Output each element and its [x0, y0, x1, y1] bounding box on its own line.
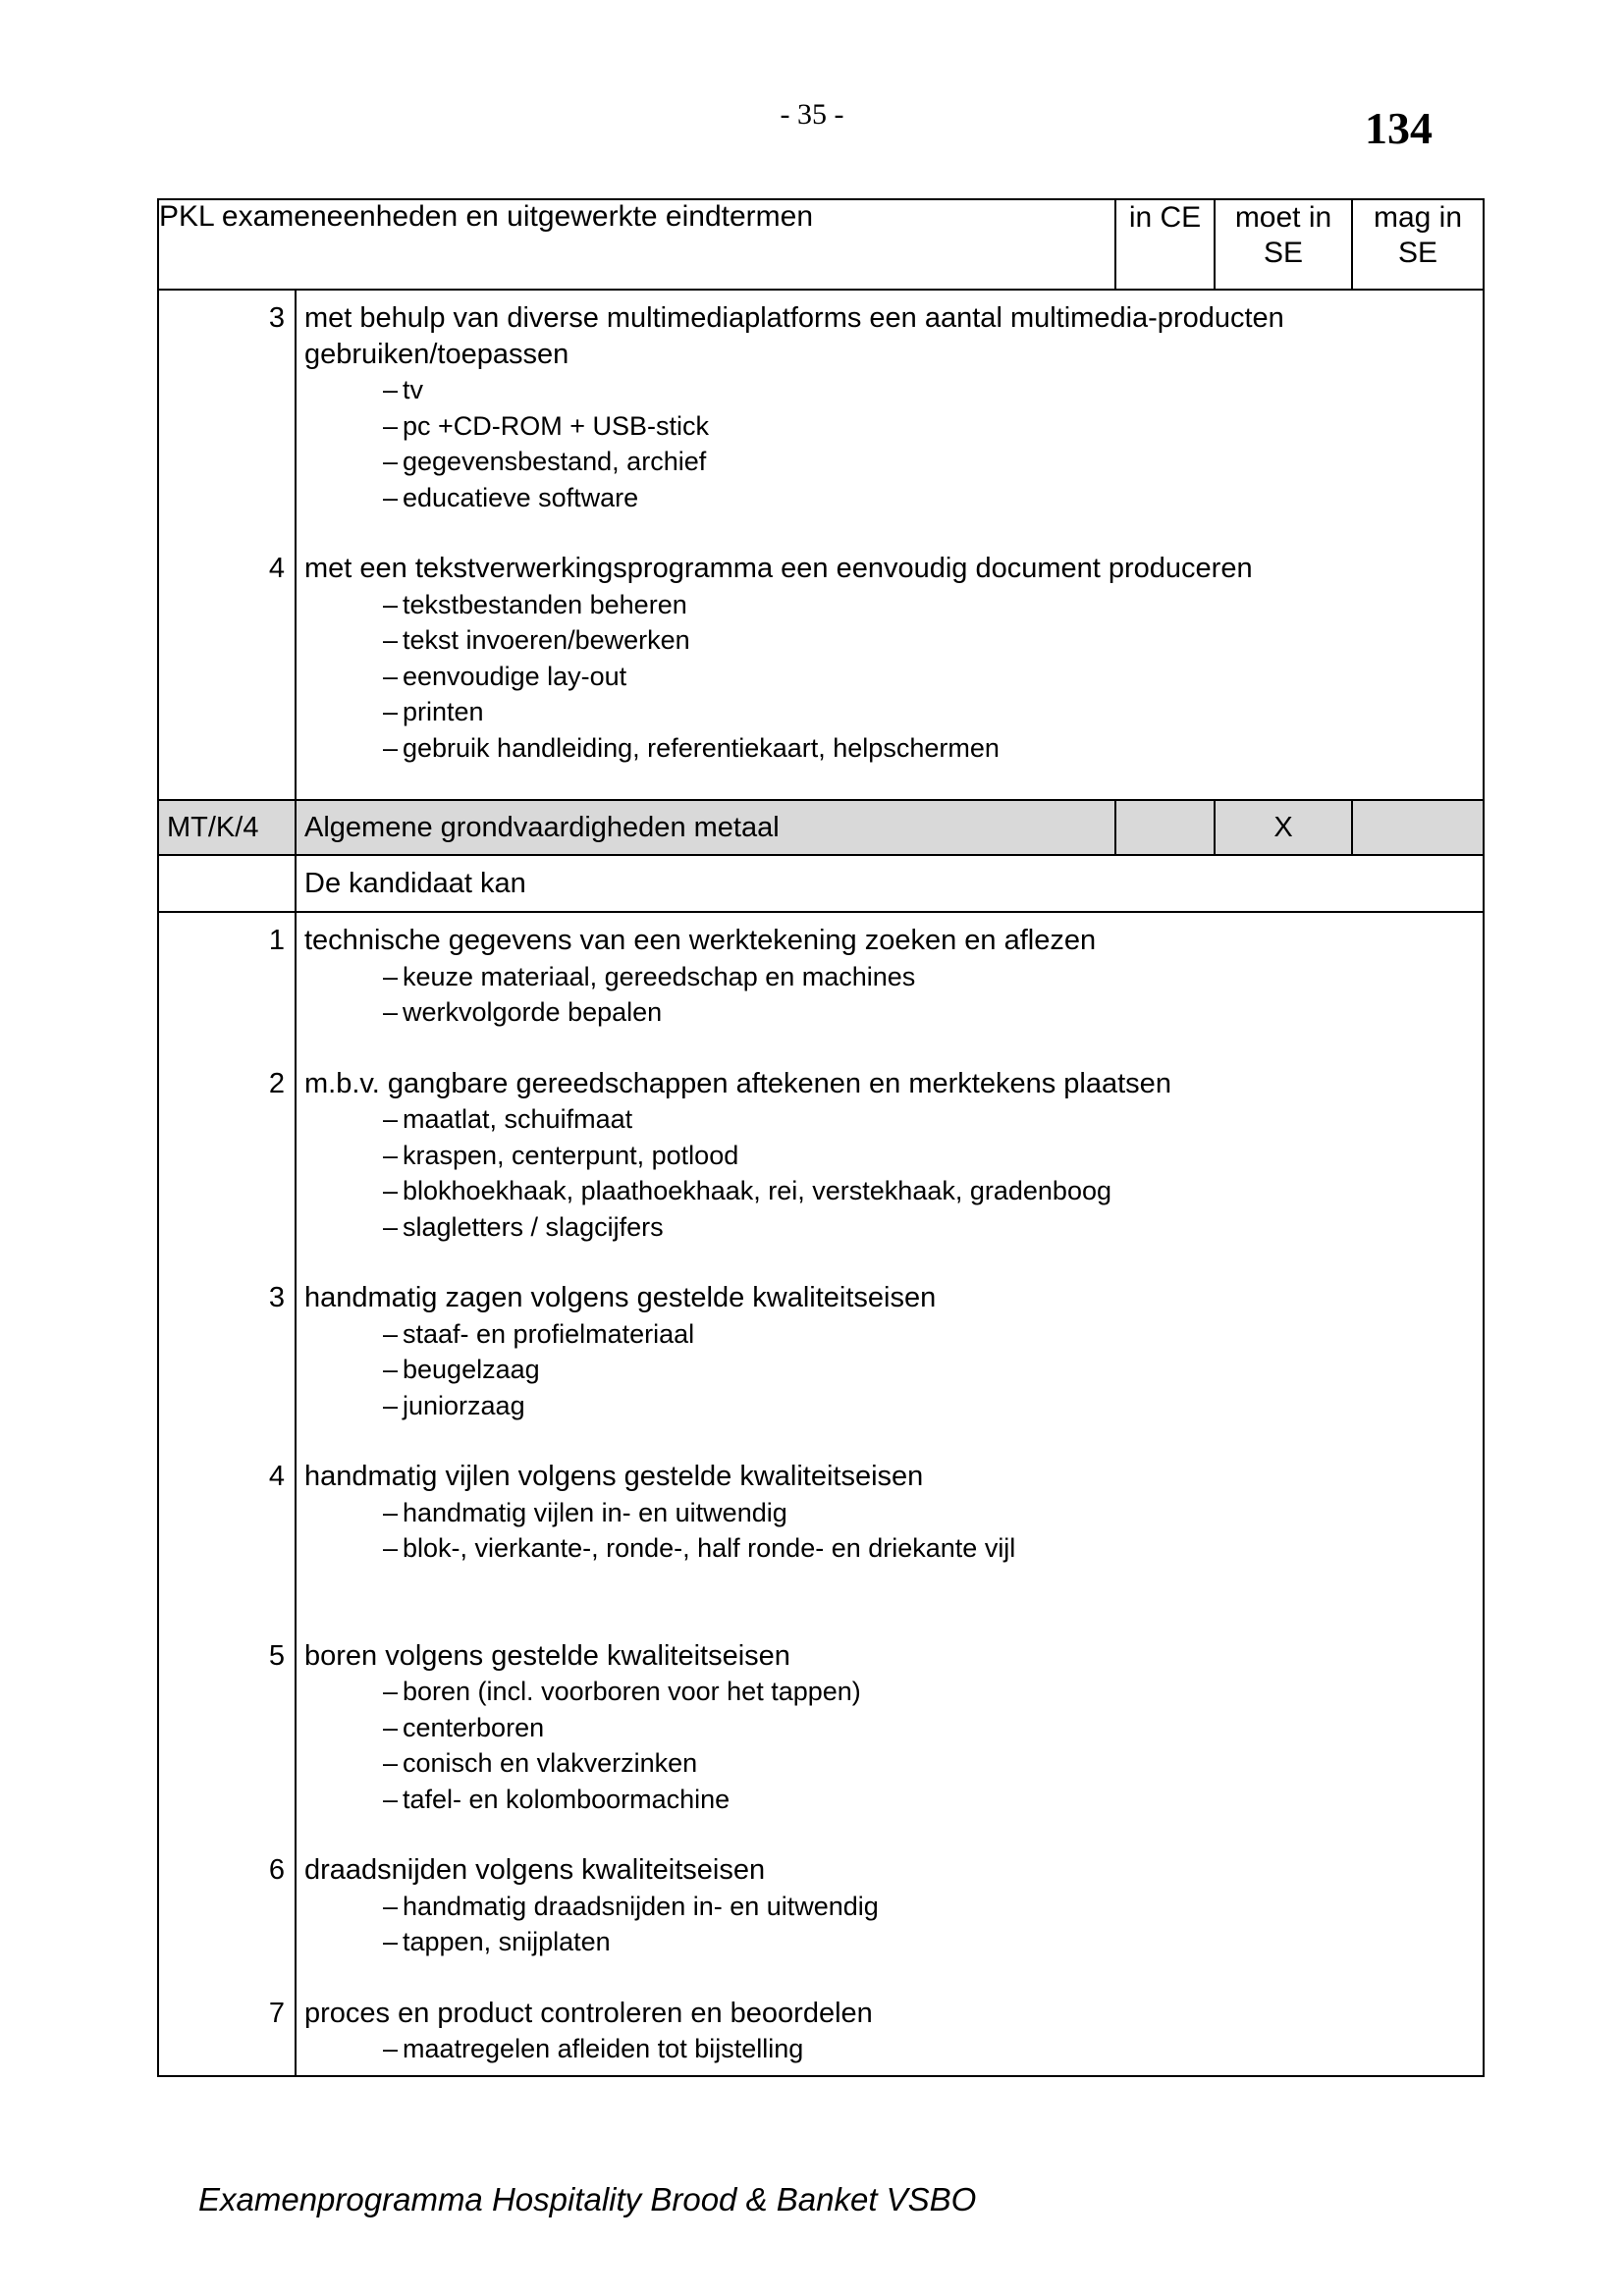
list-item	[304, 923, 1483, 1066]
dash-bullet: –	[383, 482, 399, 512]
dash-bullet: –	[383, 1355, 399, 1384]
sub-item-text: tv	[403, 375, 424, 404]
list-item	[304, 1459, 1483, 1638]
unit-row	[158, 800, 1484, 855]
sub-item-text: centerboren	[403, 1712, 545, 1742]
sub-item-text: gebruik handleiding, referentiekaart, helpschermen	[403, 732, 1000, 763]
item-number: 4	[268, 1461, 285, 1492]
sub-item	[304, 1352, 1483, 1388]
list-item	[304, 1280, 1483, 1459]
dash-bullet: –	[383, 625, 399, 655]
sub-item-text: maatregelen afleiden tot bijstelling	[403, 2034, 804, 2063]
footer-text: Examenprogramma Hospitality Brood & Banket VSBO	[198, 2181, 977, 2217]
dash-bullet: –	[383, 1891, 399, 1921]
unit-mag-in-se	[1352, 800, 1484, 855]
sub-item-text: conisch en vlakverzinken	[403, 1748, 698, 1778]
item-text: met een tekstverwerkingsprogramma een eenvoudig document produceren	[304, 553, 1253, 584]
dash-bullet: –	[383, 1927, 399, 1956]
sub-item	[304, 444, 1483, 480]
item-number: 7	[268, 1997, 285, 2029]
dash-bullet: –	[383, 1176, 399, 1205]
item-number: 6	[268, 1854, 285, 1886]
item-text: technische gegevens van een werktekening zoeken en aflezen	[304, 925, 1097, 956]
sub-item-text: boren (incl. voorboren voor het tappen)	[403, 1677, 861, 1706]
list-item	[304, 1638, 1483, 1853]
dash-bullet: –	[383, 2034, 399, 2063]
dash-bullet: –	[383, 732, 399, 763]
page-stamp: 134	[1365, 103, 1433, 153]
kandidaat-text: De kandidaat kan	[296, 855, 1484, 912]
unit-moet-in-se: X	[1215, 800, 1352, 855]
dash-bullet: –	[383, 1104, 399, 1134]
header-title: PKL exameneenheden en uitgewerkte eindtermen	[158, 199, 1115, 290]
header-mag-in-se: mag in SE	[1352, 199, 1484, 290]
sub-item-text: staaf- en profielmateriaal	[403, 1318, 695, 1349]
page-number: - 35 -	[780, 98, 844, 131]
section-2-numbers	[158, 912, 296, 2076]
item-text: boren volgens gestelde kwaliteitseisen	[304, 1639, 790, 1672]
sub-item	[304, 994, 1483, 1031]
section-2-row	[158, 912, 1484, 2076]
item-text: m.b.v. gangbare gereedschappen aftekenen en merktekens plaatsen	[304, 1067, 1171, 1099]
sub-item-text: handmatig draadsnijden in- en uitwendig	[403, 1891, 879, 1921]
sub-item-text: slagletters / slagcijfers	[403, 1211, 664, 1242]
sub-item	[304, 1924, 1483, 1960]
sub-item	[304, 622, 1483, 659]
sub-item-text: blokhoekhaak, plaathoekhaak, rei, verstekhaak, gradenboog	[403, 1176, 1111, 1205]
item-text: proces en product controleren en beoordelen	[304, 1997, 873, 2029]
item-number: 1	[268, 925, 285, 956]
sub-item-text: juniorzaag	[403, 1390, 525, 1420]
sub-item-text: tappen, snijplaten	[403, 1927, 611, 1956]
section-2-content	[296, 912, 1484, 2076]
item-number: 4	[268, 553, 285, 584]
section-1-row	[158, 290, 1484, 800]
sub-item	[304, 1710, 1483, 1746]
dash-bullet: –	[383, 1748, 399, 1778]
dash-bullet: –	[383, 1211, 399, 1242]
dash-bullet: –	[383, 961, 399, 991]
section-1-content	[296, 290, 1484, 800]
sub-item	[304, 480, 1483, 516]
item-text: gebruiken/toepassen	[304, 338, 569, 370]
sub-item-text: gegevensbestand, archief	[403, 447, 707, 476]
list-item	[304, 1852, 1483, 1996]
unit-in-ce	[1115, 800, 1215, 855]
dash-bullet: –	[383, 1390, 399, 1420]
header-moet-in-se: moet in SE	[1215, 199, 1352, 290]
dash-bullet: –	[383, 1712, 399, 1742]
sub-item	[304, 1388, 1483, 1424]
dash-bullet: –	[383, 661, 399, 691]
dash-bullet: –	[383, 1784, 399, 1814]
dash-bullet: –	[383, 410, 399, 441]
sub-item-text: blok-, vierkante-, ronde-, half ronde- en driekante vijl	[403, 1533, 1016, 1563]
item-text: draadsnijden volgens kwaliteitseisen	[304, 1854, 766, 1886]
exam-table	[157, 198, 1485, 2077]
sub-item	[304, 1495, 1483, 1531]
item-number: 2	[268, 1067, 285, 1099]
dash-bullet: –	[383, 697, 399, 726]
dash-bullet: –	[383, 997, 399, 1027]
sub-item	[304, 587, 1483, 623]
sub-item	[304, 2031, 1483, 2067]
dash-bullet: –	[383, 1497, 399, 1527]
kandidaat-empty-cell	[158, 855, 296, 912]
sub-item	[304, 959, 1483, 995]
sub-item	[304, 372, 1483, 408]
item-text: met behulp van diverse multimediaplatforms een aantal multimedia-producten	[304, 302, 1284, 334]
sub-item	[304, 1209, 1483, 1246]
sub-item-text: keuze materiaal, gereedschap en machines	[403, 961, 916, 991]
header-in-ce: in CE	[1115, 199, 1215, 290]
sub-item-text: handmatig vijlen in- en uitwendig	[403, 1497, 787, 1527]
list-item	[304, 1066, 1483, 1281]
sub-item	[304, 694, 1483, 730]
sub-item	[304, 1316, 1483, 1353]
dash-bullet: –	[383, 1533, 399, 1563]
sub-item	[304, 1530, 1483, 1567]
section-1-numbers	[158, 290, 296, 800]
item-number: 3	[268, 1282, 285, 1313]
sub-item	[304, 1782, 1483, 1818]
sub-item-text: pc +CD-ROM + USB-stick	[403, 410, 710, 441]
sub-item-text: eenvoudige lay-out	[403, 661, 627, 691]
sub-item-text: kraspen, centerpunt, potlood	[403, 1140, 739, 1170]
sub-item-text: educatieve software	[403, 482, 639, 512]
unit-name: Algemene grondvaardigheden metaal	[296, 800, 1115, 855]
dash-bullet: –	[383, 375, 399, 404]
sub-item	[304, 730, 1483, 767]
sub-item	[304, 1101, 1483, 1138]
dash-bullet: –	[383, 447, 399, 476]
sub-item	[304, 1889, 1483, 1925]
sub-item	[304, 1173, 1483, 1209]
sub-item-text: tekst invoeren/bewerken	[403, 625, 690, 655]
item-text: handmatig vijlen volgens gestelde kwaliteitseisen	[304, 1461, 924, 1492]
sub-item	[304, 1674, 1483, 1710]
sub-item	[304, 659, 1483, 695]
dash-bullet: –	[383, 1140, 399, 1170]
list-item	[304, 551, 1483, 766]
sub-item-text: printen	[403, 697, 484, 726]
item-number: 5	[268, 1639, 285, 1672]
dash-bullet: –	[383, 1677, 399, 1706]
sub-item	[304, 1138, 1483, 1174]
item-number: 3	[268, 302, 285, 334]
sub-item	[304, 1745, 1483, 1782]
kandidaat-row	[158, 855, 1484, 912]
list-item	[304, 300, 1483, 551]
sub-item-text: maatlat, schuifmaat	[403, 1104, 633, 1134]
sub-item-text: werkvolgorde bepalen	[403, 997, 663, 1027]
sub-item-text: beugelzaag	[403, 1355, 540, 1384]
sub-item-text: tafel- en kolomboormachine	[403, 1784, 731, 1814]
dash-bullet: –	[383, 1318, 399, 1349]
list-item	[304, 1996, 1483, 2067]
unit-code: MT/K/4	[158, 800, 296, 855]
sub-item-text: tekstbestanden beheren	[403, 589, 687, 619]
dash-bullet: –	[383, 589, 399, 619]
table-header-row	[158, 199, 1484, 290]
item-text: handmatig zagen volgens gestelde kwaliteitseisen	[304, 1282, 937, 1313]
sub-item	[304, 408, 1483, 445]
